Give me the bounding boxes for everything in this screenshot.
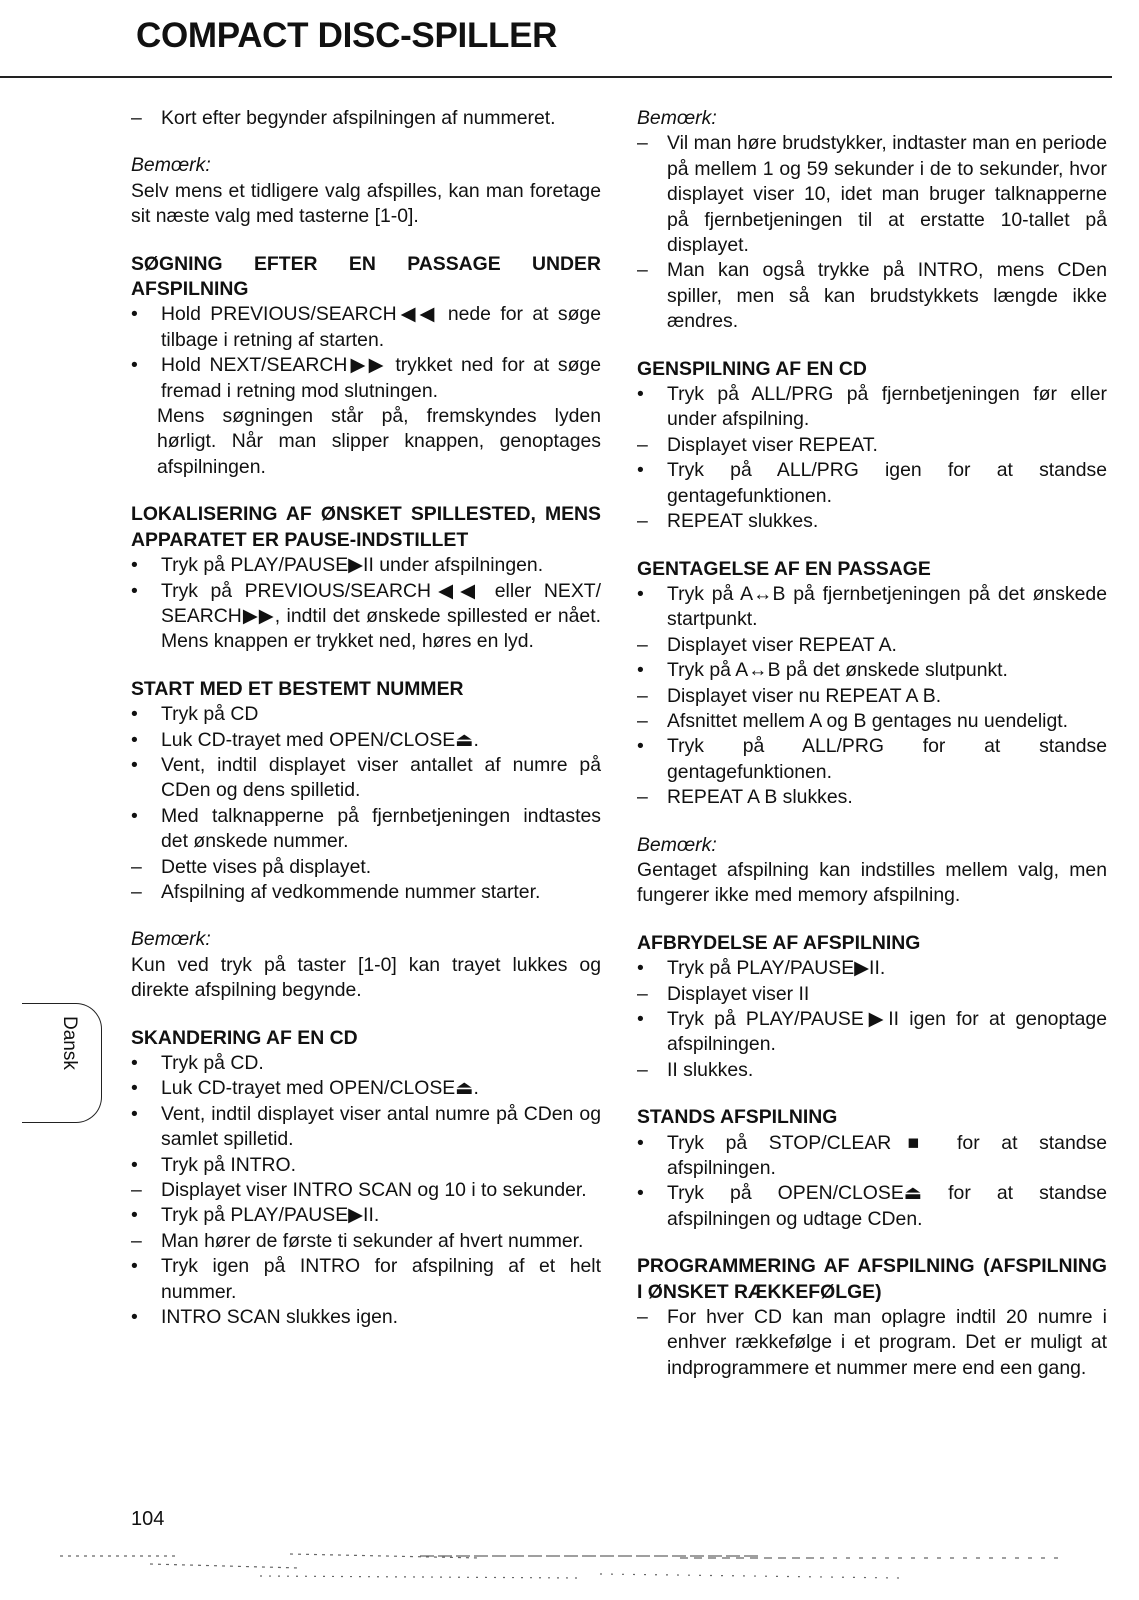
header-rule	[0, 76, 1112, 78]
page-number: 104	[131, 1508, 165, 1530]
language-tab-label: Dansk	[59, 1016, 80, 1070]
item-text: Tryk på ALL/PRG igen for at standse gentagefunktionen.	[667, 459, 1107, 507]
paragraph: Gentaget afspilning kan indstilles mellem valg, men fungerer ikke med memory afspilning.	[637, 858, 1107, 907]
item-text: Man kan også trykke på INTRO, mens CDen spiller, men så kan brudstykkets længde ikke ændres.	[667, 259, 1107, 333]
item-text: Tryk på ALL/PRG på fjernbetjeningen før eller under afspilning.	[667, 383, 1107, 431]
item-text: Displayet viser REPEAT A.	[667, 633, 897, 656]
list-marker: –	[637, 1058, 648, 1081]
dash-item	[637, 258, 1107, 334]
bullet-item	[131, 1254, 601, 1305]
list-marker: •	[637, 459, 644, 482]
section-heading: LOKALISERING AF ØNSKET SPILLESTED, MENS APPARATET ER PAUSE-INDSTILLET	[131, 503, 601, 551]
bullet-item	[131, 1305, 601, 1330]
item-text: Tryk på PLAY/PAUSE▶II.	[667, 957, 886, 980]
bullet-item	[637, 1007, 1107, 1058]
item-text: Afspilning af vedkommende nummer starter.	[161, 880, 541, 903]
item-text: Vent, indtil displayet viser antal numre på CDen og samlet spilletid.	[161, 1102, 601, 1151]
bullet-item	[131, 1051, 601, 1076]
item-text: Displayet viser REPEAT.	[667, 433, 878, 456]
item-text: II slukkes.	[667, 1058, 754, 1081]
item-text: Afsnittet mellem A og B gentages nu uendeligt.	[667, 709, 1069, 732]
dash-item	[131, 880, 601, 905]
list-marker: •	[131, 1255, 138, 1278]
item-text: Dette vises på displayet.	[161, 855, 372, 878]
list-marker: •	[637, 735, 644, 758]
list-marker: –	[637, 259, 648, 282]
note-label: Bemœrk:	[637, 833, 717, 856]
note-label: Bemœrk:	[131, 928, 211, 951]
item-text: Hold PREVIOUS/SEARCH◀◀ nede for at søge tilbage i retning af starten.	[161, 303, 601, 351]
item-text: Luk CD-trayet med OPEN/CLOSE⏏.	[161, 1077, 479, 1100]
list-marker: •	[131, 1077, 138, 1100]
dash-item	[637, 709, 1107, 734]
bullet-item	[637, 658, 1107, 683]
list-marker: •	[131, 1102, 138, 1125]
list-marker: •	[637, 383, 644, 406]
section	[637, 106, 1107, 335]
item-text: Tryk på PREVIOUS/SEARCH◀◀ eller NEXT/ SEARCH▶▶, indtil det ønskede spillested er nået. Mens knappen er trykket ned, høres en lyd.	[161, 579, 601, 653]
list-marker: –	[637, 684, 648, 707]
item-text: Vil man høre brudstykker, indtaster man en periode på mellem 1 og 59 sekunder i de to sekunder, hvor displayet viser 10, idet man bruger talknapperne på fjernbetjeningen til at erstatte 10-tallet på displayet.	[667, 132, 1107, 257]
list-marker: •	[131, 703, 138, 726]
list-marker: –	[637, 1306, 648, 1329]
list-marker: –	[637, 132, 648, 155]
list-marker: –	[131, 1229, 142, 1252]
bullet-item	[637, 582, 1107, 633]
item-text: Vent, indtil displayet viser antallet af numre på CDen og dens spilletid.	[161, 753, 601, 802]
list-marker: •	[131, 1052, 138, 1074]
dash-item	[637, 433, 1107, 458]
list-marker: •	[131, 354, 138, 377]
section	[131, 252, 601, 481]
bullet-item	[131, 702, 601, 727]
list-marker: –	[637, 982, 648, 1005]
section	[637, 1254, 1107, 1381]
bullet-item	[637, 956, 1107, 981]
section-gap	[131, 905, 601, 927]
section	[131, 677, 601, 906]
bullet-item	[131, 728, 601, 753]
item-text: Tryk på OPEN/CLOSE⏏ for at standse afspilningen og udtage CDen.	[667, 1182, 1107, 1230]
dash-item	[637, 1305, 1107, 1381]
item-text: Tryk på A↔B på det ønskede slutpunkt.	[667, 659, 1008, 682]
section-gap	[131, 480, 601, 502]
right-column	[637, 106, 1107, 1381]
item-text: Hold NEXT/SEARCH▶▶ trykket ned for at søge fremad i retning mod slutningen.	[161, 354, 601, 402]
item-text: Displayet viser nu REPEAT A B.	[667, 684, 942, 707]
bullet-item	[131, 753, 601, 804]
list-marker: –	[131, 107, 142, 129]
continuation-text: Mens søgningen står på, fremskyndes lyden hørligt. Når man slipper knappen, genoptages afspilningen.	[157, 405, 601, 478]
list-marker: •	[131, 1306, 138, 1329]
item-text: REPEAT A B slukkes.	[667, 786, 853, 809]
section-gap	[637, 909, 1107, 931]
dash-item	[637, 684, 1107, 709]
item-text: Kort efter begynder afspilningen af nummeret.	[161, 107, 556, 129]
bullet-item	[131, 1102, 601, 1153]
item-text: Displayet viser INTRO SCAN og 10 i to sekunder.	[161, 1179, 587, 1202]
section-heading: SØGNING EFTER EN PASSAGE UNDER AFSPILNING	[131, 252, 601, 301]
section	[637, 931, 1107, 1083]
section-gap	[637, 535, 1107, 557]
item-text: Tryk på CD.	[161, 1052, 264, 1074]
list-marker: –	[131, 1179, 142, 1202]
dash-item	[637, 633, 1107, 658]
section-heading: SKANDERING AF EN CD	[131, 1026, 358, 1049]
left-column	[131, 106, 601, 1330]
dash-item	[637, 1058, 1107, 1083]
section	[131, 153, 601, 229]
bullet-item	[131, 1203, 601, 1228]
item-text: Tryk på INTRO.	[161, 1153, 297, 1176]
section	[131, 927, 601, 1003]
item-text: Tryk på PLAY/PAUSE▶II under afspilningen.	[161, 554, 544, 577]
list-marker: •	[637, 1008, 644, 1030]
section-gap	[131, 230, 601, 252]
section-gap	[637, 335, 1107, 357]
item-text: REPEAT slukkes.	[667, 510, 819, 533]
section	[637, 1105, 1107, 1232]
dash-item	[637, 131, 1107, 258]
section-gap	[637, 811, 1107, 833]
section-heading: GENSPILNING AF EN CD	[637, 357, 867, 380]
item-text: Med talknapperne på fjernbetjeningen indtastes det ønskede nummer.	[161, 804, 601, 853]
paragraph: Selv mens et tidligere valg afspilles, kan man foretage sit næste valg med tasterne [1-0].	[131, 179, 601, 228]
item-text: Displayet viser II	[667, 982, 810, 1005]
section-gap	[637, 1083, 1107, 1105]
list-marker: –	[131, 855, 142, 878]
bullet-item	[637, 458, 1107, 509]
bullet-item	[131, 302, 601, 353]
item-text: INTRO SCAN slukkes igen.	[161, 1306, 399, 1329]
bullet-item	[637, 382, 1107, 433]
bullet-item	[637, 1131, 1107, 1182]
list-marker: –	[637, 433, 648, 456]
list-marker: •	[131, 579, 138, 602]
item-text: Tryk på STOP/CLEAR■ for at standse afspilningen.	[667, 1131, 1107, 1180]
paragraph: Kun ved tryk på taster [1-0] kan trayet lukkes og direkte afspilning begynde.	[131, 953, 601, 1002]
list-marker: •	[131, 303, 138, 326]
list-marker: •	[131, 753, 138, 776]
item-text: Tryk igen på INTRO for afspilning af et helt nummer.	[161, 1255, 601, 1303]
item-text: Tryk på PLAY/PAUSE▶II igen for at genoptage afspilningen.	[667, 1008, 1107, 1056]
dash-item	[637, 982, 1107, 1007]
bullet-item	[637, 734, 1107, 785]
section	[637, 833, 1107, 909]
note-label: Bemœrk:	[131, 154, 211, 177]
bullet-item	[131, 1076, 601, 1101]
dash-item	[637, 785, 1107, 810]
dash-item	[131, 1229, 601, 1254]
section	[131, 502, 601, 654]
list-marker: –	[637, 786, 648, 809]
bullet-item	[131, 1153, 601, 1178]
list-marker: •	[131, 1153, 138, 1176]
dash-item	[131, 1178, 601, 1203]
item-text: Tryk på PLAY/PAUSE▶II.	[161, 1204, 380, 1227]
list-marker: •	[637, 659, 644, 682]
bullet-item	[131, 553, 601, 578]
section	[131, 1026, 601, 1331]
bullet-item	[131, 804, 601, 855]
bullet-item	[131, 579, 601, 655]
list-marker: •	[637, 582, 644, 605]
list-marker: –	[131, 880, 142, 903]
scan-noise	[60, 1548, 1060, 1588]
section-heading: START MED ET BESTEMT NUMMER	[131, 677, 464, 700]
section-gap	[131, 1004, 601, 1026]
dash-item	[637, 509, 1107, 534]
list-marker: •	[637, 1131, 644, 1154]
section-heading: PROGRAMMERING AF AFSPILNING (AFSPILNING I ØNSKET RÆKKEFØLGE)	[637, 1255, 1107, 1303]
section	[637, 357, 1107, 535]
item-text: For hver CD kan man oplagre indtil 20 numre i enhver rækkefølge i et program. Det er muligt at indprogrammere et nummer mere end een gang.	[667, 1306, 1107, 1379]
list-marker: –	[637, 633, 648, 656]
list-marker: –	[637, 709, 648, 732]
section-gap	[131, 655, 601, 677]
note-label: Bemœrk:	[637, 107, 717, 129]
dash-item	[131, 855, 601, 880]
section	[131, 106, 601, 131]
list-marker: •	[637, 1182, 644, 1205]
bullet-item	[637, 1181, 1107, 1232]
section-gap	[131, 131, 601, 153]
item-text: Tryk på ALL/PRG for at standse gentagefunktionen.	[667, 735, 1107, 783]
list-marker: –	[637, 510, 648, 533]
item-text: Man hører de første ti sekunder af hvert nummer.	[161, 1229, 584, 1252]
list-marker: •	[637, 957, 644, 980]
section-heading: AFBRYDELSE AF AFSPILNING	[637, 931, 921, 954]
bullet-item	[131, 353, 601, 404]
dash-item	[131, 106, 601, 131]
section-heading: GENTAGELSE AF EN PASSAGE	[637, 557, 931, 580]
item-text: Luk CD-trayet med OPEN/CLOSE⏏.	[161, 728, 479, 751]
section	[637, 557, 1107, 811]
page-title: COMPACT DISC-SPILLER	[136, 16, 558, 55]
list-marker: •	[131, 1204, 138, 1227]
section-heading: STANDS AFSPILNING	[637, 1106, 838, 1129]
section-gap	[637, 1232, 1107, 1254]
item-text: Tryk på CD	[161, 703, 259, 726]
list-marker: •	[131, 554, 138, 577]
list-marker: •	[131, 728, 138, 751]
item-text: Tryk på A↔B på fjernbetjeningen på det ønskede startpunkt.	[667, 582, 1107, 631]
list-marker: •	[131, 804, 138, 827]
